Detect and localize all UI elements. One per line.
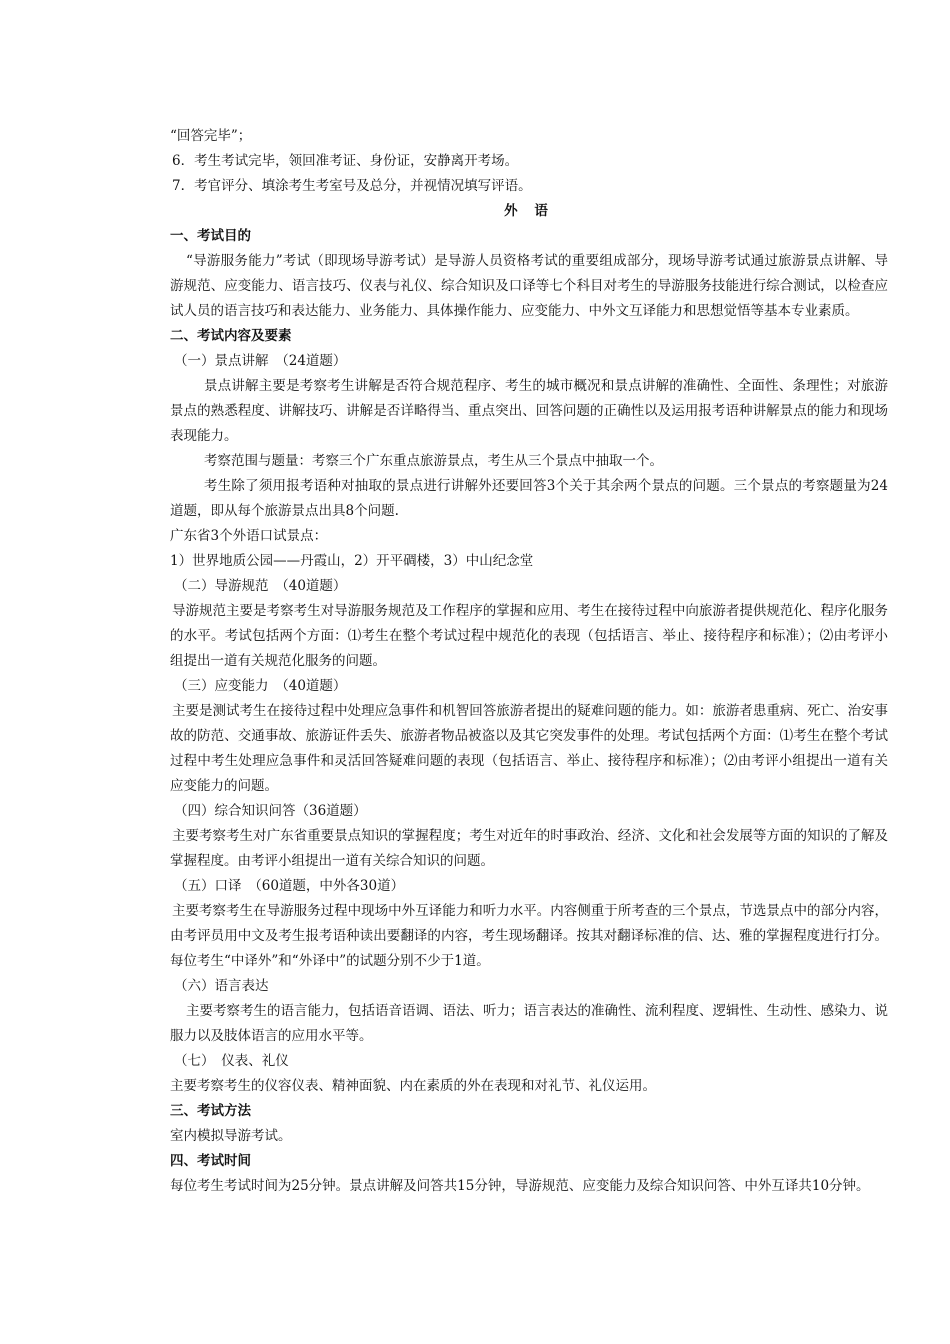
subheading: （三）应变能力 （40道题）: [174, 678, 347, 694]
subheading: （六）语言表达: [174, 978, 269, 994]
section-title: 外 语: [504, 203, 554, 219]
paragraph: 每位考生考试时间为25分钟。景点讲解及问答共15分钟，导游规范、应变能力及综合知识问答、中外互译共10分钟。: [170, 1178, 870, 1194]
paragraph: 主要考察考生的语言能力，包括语音语调、语法、听力；语言表达的准确性、流利程度、逻辑性、生动性、感染力、说服力以及肢体语言的应用水平等。: [170, 1003, 888, 1044]
list-item: 6．考生考试完毕，领回准考证、身份证，安静离开考场。: [172, 153, 519, 169]
paragraph: 导游规范主要是考察考生对导游服务规范及工作程序的掌握和应用、考生在接待过程中向旅游者提供规范化、程序化服务的水平。考试包括两个方面：⑴考生在整个考试过程中规范化的表现（包括语言、举止、接待程序和标准）；⑵由考评小组提出一道有关规范化服务的问题。: [170, 603, 888, 669]
paragraph: 1）世界地质公园——丹霞山，2）开平碉楼，3）中山纪念堂: [170, 553, 534, 569]
subheading: （七） 仪表、礼仪: [174, 1053, 289, 1069]
subheading: （一）景点讲解 （24道题）: [174, 353, 347, 369]
paragraph: 主要是测试考生在接待过程中处理应急事件和机智回答旅游者提出的疑难问题的能力。如：旅游者患重病、死亡、治安事故的防范、交通事故、旅游证件丢失、旅游者物品被盗以及其它突发事件的处理。考试包括两个方面：⑴考生在整个考试过程中考生处理应急事件和灵活回答疑难问题的表现（包括语言、举止、接待程序和标准）；⑵由考评小组提出一道有关应变能力的问题。: [170, 703, 888, 794]
subheading: （二）导游规范 （40道题）: [174, 578, 347, 594]
list-item: 7．考官评分、填涂考生考室号及总分，并视情况填写评语。: [172, 178, 532, 194]
document-page: [170, 124, 888, 1199]
heading-purpose: 一、考试目的: [170, 228, 251, 244]
paragraph: 主要考察考生在导游服务过程中现场中外互译能力和听力水平。内容侧重于所考查的三个景点，节选景点中的部分内容，由考评员用中文及考生报考语种读出要翻译的内容，考生现场翻译。按其对翻译标准的信、达、雅的掌握程度进行打分。每位考生“中译外”和“外译中”的试题分别不少于1道。: [170, 903, 888, 969]
paragraph: 景点讲解主要是考察考生讲解是否符合规范程序、考生的城市概况和景点讲解的准确性、全面性、条理性；对旅游景点的熟悉程度、讲解技巧、讲解是否详略得当、重点突出、回答问题的正确性以及运用报考语种讲解景点的能力和现场表现能力。: [170, 378, 888, 444]
paragraph: 主要考察考生的仪容仪表、精神面貌、内在素质的外在表现和对礼节、礼仪运用。: [170, 1078, 656, 1094]
paragraph: 室内模拟导游考试。: [170, 1128, 292, 1144]
paragraph: 主要考察考生对广东省重要景点知识的掌握程度；考生对近年的时事政治、经济、文化和社会发展等方面的知识的了解及掌握程度。由考评小组提出一道有关综合知识的问题。: [170, 828, 888, 869]
paragraph: 考察范围与题量：考察三个广东重点旅游景点，考生从三个景点中抽取一个。: [204, 453, 663, 469]
heading-time: 四、考试时间: [170, 1153, 251, 1169]
subheading: （五）口译 （60道题，中外各30道）: [174, 878, 405, 894]
paragraph: 考生除了须用报考语种对抽取的景点进行讲解外还要回答3个关于其余两个景点的问题。三个景点的考察题量为24道题，即从每个旅游景点出具8个问题.: [170, 478, 888, 519]
paragraph: 广东省3个外语口试景点：: [170, 528, 328, 544]
text-line: “回答完毕”；: [170, 128, 252, 144]
paragraph: “导游服务能力”考试（即现场导游考试）是导游人员资格考试的重要组成部分，现场导游考试通过旅游景点讲解、导游规范、应变能力、语言技巧、仪表与礼仪、综合知识及口译等七个科目对考生的导游服务技能进行综合测试，以检查应试人员的语言技巧和表达能力、业务能力、具体操作能力、应变能力、中外文互译能力和思想觉悟等基本专业素质。: [170, 253, 888, 319]
subheading: （四）综合知识问答（36道题）: [174, 803, 367, 819]
heading-content: 二、考试内容及要素: [170, 328, 292, 344]
heading-method: 三、考试方法: [170, 1103, 251, 1119]
